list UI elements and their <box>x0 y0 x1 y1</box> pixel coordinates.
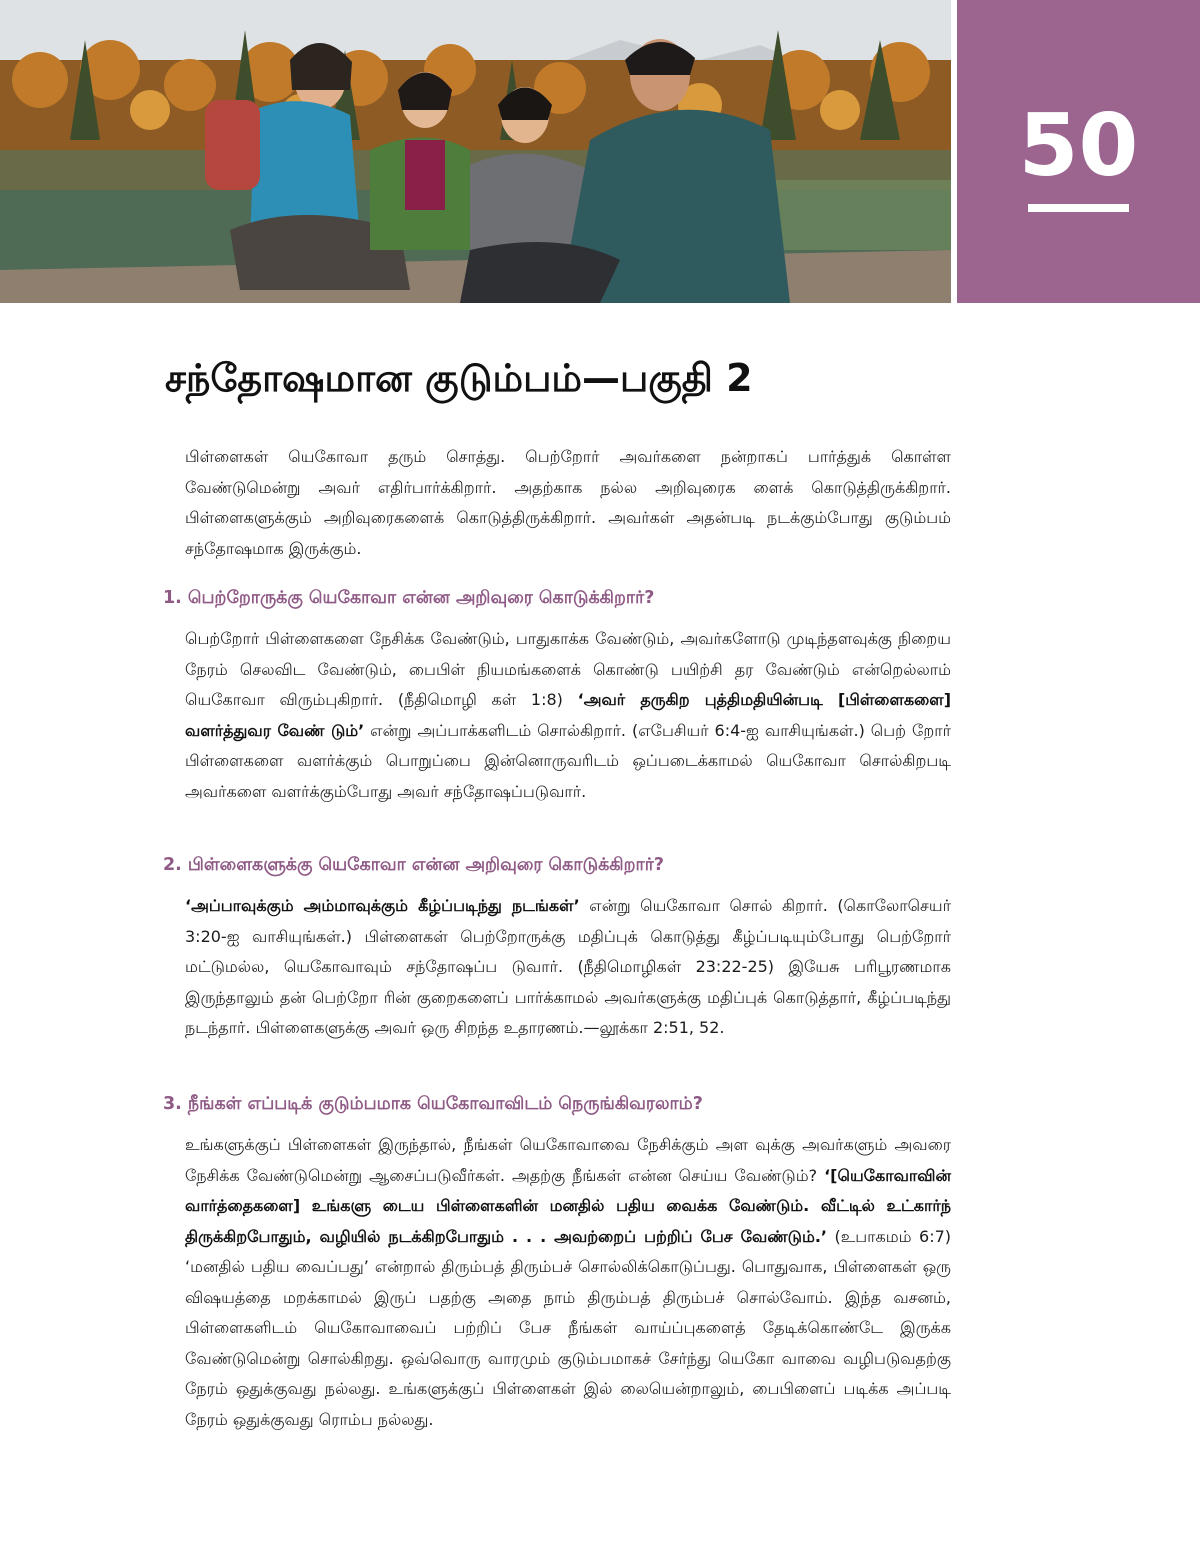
hero-image <box>0 0 951 303</box>
answer-paragraph-2 <box>185 891 951 1044</box>
answer-paragraph-1 <box>185 624 951 807</box>
question-heading-1: 1. பெற்றோருக்கு யெகோவா என்ன அறிவுரை கொடுக்கிறார்? <box>163 588 655 608</box>
answer-2-text: என்று யெகோவா சொல் கிறார். (கொலோசெயர் 3:20-ஐ வாசியுங்கள்.) பிள்ளைகள் பெற்றோருக்கு மதிப்புக் கொடுத்து கீழ்ப்படியும்போது பெற்றோர் மட்டுமல்ல, யெகோவாவும் சந்தோஷப்ப டுவார். (நீதிமொழிகள் 23:22-25) இயேசு பரிபூரணமாக இருந்தாலும் தன் பெற்றோ ரின் குறைகளைப் பார்க்காமல் அவர்களுக்கு மதிப்புக் கொடுத்தார், கீழ்ப்படிந்து நடந்தார். பிள்ளைகளுக்கு அவர் ஒரு சிறந்த உதாரணம்.—லூக்கா 2:51, 52. <box>185 896 951 1037</box>
page-title: சந்தோஷமான குடும்பம்—பகுதி 2 <box>165 356 753 400</box>
lesson-number: 50 <box>1018 96 1139 196</box>
answer-3-text-a: உங்களுக்குப் பிள்ளைகள் இருந்தால், நீங்கள் யெகோவாவை நேசிக்கும் அள வுக்கு அவர்களும் அவரை நேசிக்க வேண்டுமென்று ஆசைப்படுவீர்கள். அதற்கு நீங்கள் என்ன செய்ய வேண்டும்? <box>185 1135 952 1185</box>
question-heading-3: 3. நீங்கள் எப்படிக் குடும்பமாக யெகோவாவிடம் நெருங்கிவரலாம்? <box>163 1094 703 1114</box>
question-heading-2: 2. பிள்ளைகளுக்கு யெகோவா என்ன அறிவுரை கொடுக்கிறார்? <box>163 855 664 875</box>
answer-3-text-b: (உபாகமம் 6:7) ‘மனதில் பதிய வைப்பது’ என்றால் திரும்பத் திரும்பச் சொல்லிக்கொடுப்பது. பொதுவாக, பிள்ளைகள் ஒரு விஷயத்தை மறக்காமல் இருப் பதற்கு அதை நாம் திரும்பத் திரும்பச் சொல்வோம். இந்த வசனம், பிள்ளைகளிடம் யெகோவாவைப் பற்றிப் பேச நீங்கள் வாய்ப்புகளைத் தேடிக்கொண்டே இருக்க வேண்டுமென்று சொல்கிறது. ஒவ்வொரு வாரமும் குடும்பமாகச் சேர்ந்து யெகோ வாவை வழிபடுவதற்கு நேரம் ஒதுக்குவது நல்லது. உங்களுக்குப் பிள்ளைகள் இல் லையென்றாலும், பைபிளைப் படிக்க அப்படி நேரம் ஒதுக்குவது ரொம்ப நல்லது. <box>185 1226 952 1429</box>
answer-1-scripture-quote: ‘அவர் தருகிற புத்திமதியின்படி [பிள்ளைகளை] வளர்த்துவர வேண் டும்’ <box>185 690 952 740</box>
answer-3-scripture-quote: ‘[யெகோவாவின் வார்த்தைகளை] உங்களு டைய பிள்ளைகளின் மனதில் பதிய வைக்க வேண்டும். வீட்டில் உட்கார்ந் திருக்கிறபோதும், வழியில் நடக்கிறபோதும் . . . அவற்றைப் பற்றிப் பேச வேண்டும்.’ <box>185 1165 951 1246</box>
lesson-number-panel <box>957 0 1200 303</box>
answer-2-scripture-quote: ‘அப்பாவுக்கும் அம்மாவுக்கும் கீழ்ப்படிந்து நடங்கள்’ <box>185 896 580 915</box>
family-photo <box>0 0 951 303</box>
answer-paragraph-3 <box>185 1130 951 1435</box>
answer-1-text-b: என்று அப்பாக்களிடம் சொல்கிறார். (எபேசியர் 6:4-ஐ வாசியுங்கள்.) பெற் றோர் பிள்ளைகளை வளர்க்கும் பொறுப்பை இன்னொருவரிடம் ஒப்படைக்காமல் யெகோவா சொல்கிறபடி அவர்களை வளர்க்கும்போது அவர் சந்தோஷப்படுவார். <box>185 720 952 801</box>
lesson-number-underline <box>1028 204 1129 212</box>
intro-paragraph: பிள்ளைகள் யெகோவா தரும் சொத்து. பெற்றோர் அவர்களை நன்றாகப் பார்த்துக் கொள்ள வேண்டுமென்று அவர் எதிர்பார்க்கிறார். அதற்காக நல்ல அறிவுரைக ளைக் கொடுத்திருக்கிறார். பிள்ளைகளுக்கும் அறிவுரைகளைக் கொடுத்திருக்கிறார். அவர்கள் அதன்படி நடக்கும்போது குடும்பம் சந்தோஷமாக இருக்கும். <box>185 447 951 558</box>
answer-1-text-a: பெற்றோர் பிள்ளைகளை நேசிக்க வேண்டும், பாதுகாக்க வேண்டும், அவர்களோடு முடிந்தளவுக்கு நிறைய நேரம் செலவிட வேண்டும், பைபிள் நியமங்களைக் கொண்டு பயிற்சி தர வேண்டும் என்றெல்லாம் யெகோவா விரும்புகிறார். (நீதிமொழி கள் 1:8) <box>185 629 951 709</box>
